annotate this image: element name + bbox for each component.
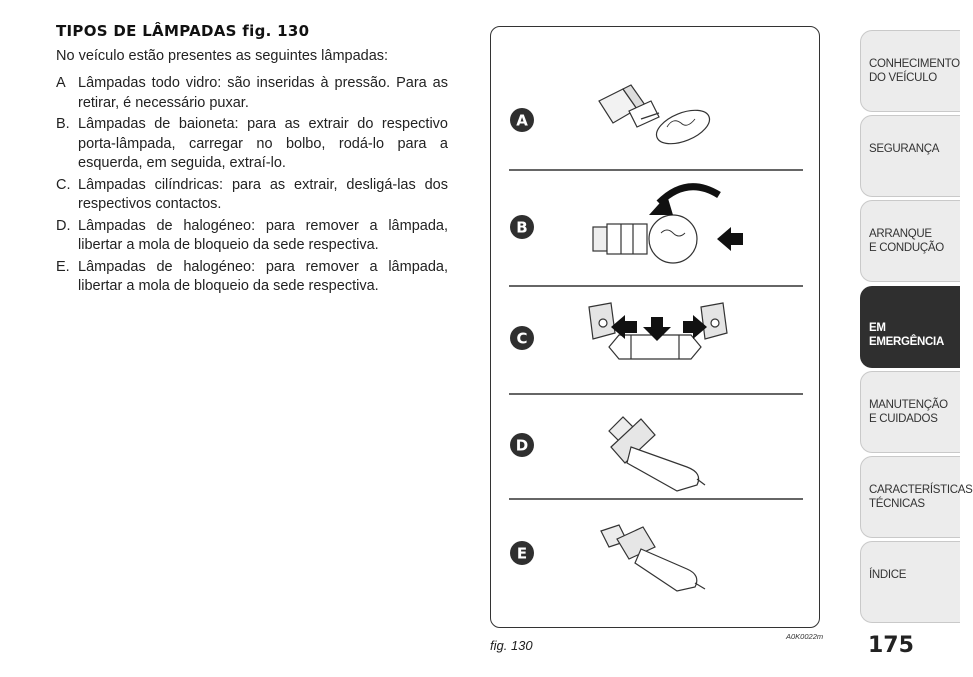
- figure-code: A0K0022m: [786, 632, 824, 641]
- figure-caption: fig. 130: [490, 638, 533, 653]
- tab-label: CONHECIMENTO: [869, 58, 960, 70]
- lamp-a-illustration: [599, 85, 714, 150]
- tab-caracteristicas[interactable]: [860, 456, 973, 538]
- list-item: [56, 258, 448, 297]
- label-badge-e: [510, 541, 534, 565]
- item-text: Lâmpadas todo vidro: são inseridas à pressão. Para as retirar, é necessário puxar.: [78, 75, 448, 111]
- item-key: A: [56, 75, 66, 91]
- push-arrow-icon: [717, 227, 743, 251]
- list-item: [56, 115, 448, 174]
- label-b: B: [516, 218, 528, 237]
- item-key: B.: [56, 116, 70, 132]
- tab-indice[interactable]: [860, 541, 960, 623]
- tab-label: E CONDUÇÃO: [869, 242, 944, 254]
- tab-label: SEGURANÇA: [869, 143, 940, 155]
- tab-label: E CUIDADOS: [869, 413, 938, 425]
- label-badge-a: [510, 108, 534, 132]
- list-item: [56, 217, 448, 256]
- label-c: C: [516, 329, 528, 348]
- tab-label: CARACTERÍSTICAS: [869, 484, 973, 496]
- page-number: 175: [868, 633, 914, 658]
- item-text: Lâmpadas de halogéneo: para remover a lâmpada, libertar a mola de bloqueio da sede respectiva.: [78, 258, 448, 294]
- lamp-figure: [490, 26, 820, 628]
- tab-label: ÍNDICE: [869, 569, 907, 581]
- item-key: D.: [56, 217, 71, 234]
- tab-arranque[interactable]: [860, 200, 960, 282]
- label-badge-c: [510, 326, 534, 350]
- label-e: E: [516, 544, 528, 563]
- tab-label: MANUTENÇÃO: [869, 399, 948, 411]
- tab-label: ARRANQUE: [869, 228, 932, 240]
- item-key: C.: [56, 176, 71, 193]
- lamp-illustration: [491, 27, 821, 629]
- lamp-d-illustration: [609, 417, 705, 491]
- section-title: TIPOS DE LÂMPADAS fig. 130: [56, 22, 310, 40]
- item-text: Lâmpadas de baioneta: para as extrair do respectivo porta-lâmpada, carregar no bolbo, rodá-lo para a esquerda, em seguida, extraí-lo.: [78, 116, 448, 171]
- tab-label: EM EMERGÊNCIA: [869, 322, 944, 348]
- tab-seguranca[interactable]: [860, 115, 960, 197]
- tab-label: TÉCNICAS: [869, 498, 925, 510]
- list-item: [56, 74, 448, 113]
- lamp-e-illustration: [601, 525, 705, 591]
- item-key: E.: [56, 258, 70, 275]
- item-text: Lâmpadas de halogéneo: para remover a lâmpada, libertar a mola de bloqueio da sede respectiva.: [78, 217, 448, 253]
- item-text: Lâmpadas cilíndricas: para as extrair, desligá-las dos respectivos contactos.: [78, 176, 448, 212]
- intro-text: No veículo estão presentes as seguintes lâmpadas:: [56, 48, 389, 64]
- lamp-b-illustration: [593, 215, 697, 263]
- label-a: A: [516, 111, 528, 130]
- label-d: D: [515, 436, 529, 455]
- tab-em-emergencia[interactable]: [860, 286, 960, 368]
- list-item: [56, 176, 448, 215]
- label-badge-d: [510, 433, 534, 457]
- tab-conhecimento[interactable]: [860, 30, 960, 112]
- label-badge-b: [510, 215, 534, 239]
- lamp-type-list: [56, 74, 448, 299]
- tab-label: DO VEÍCULO: [869, 72, 937, 84]
- tab-manutencao[interactable]: [860, 371, 960, 453]
